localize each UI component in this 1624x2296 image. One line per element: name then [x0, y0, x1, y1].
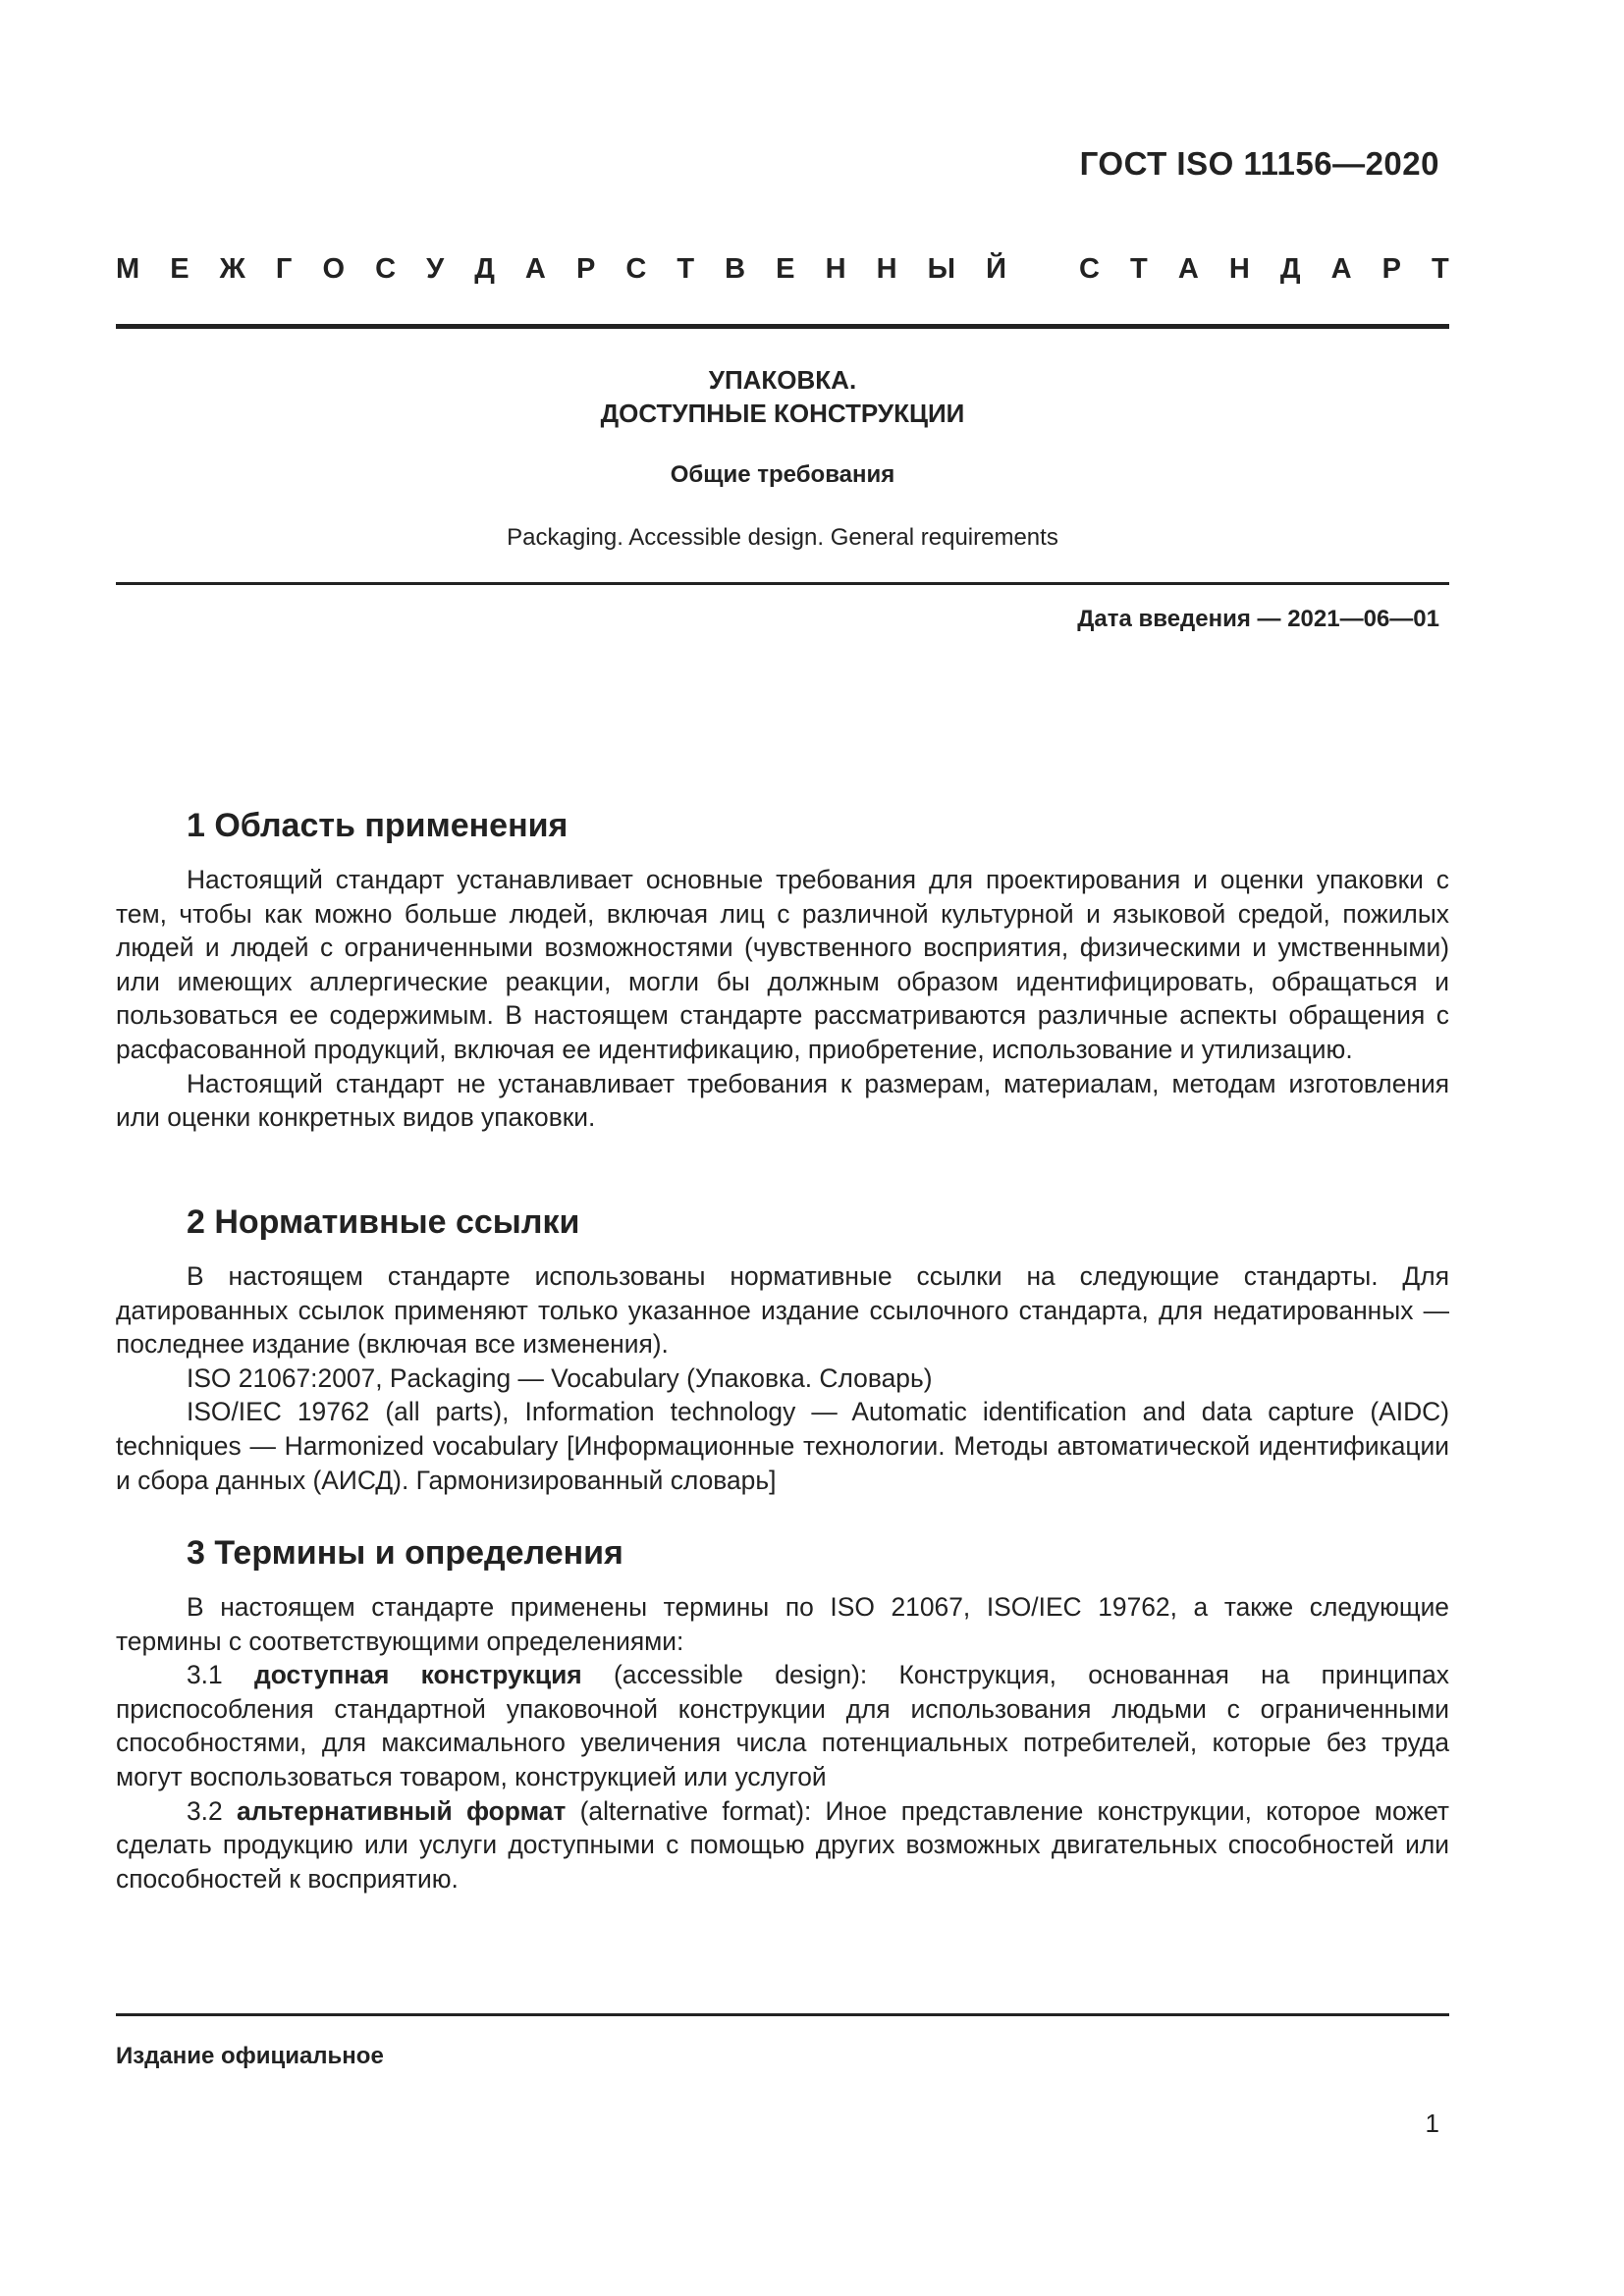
banner-letter: О [322, 253, 345, 285]
banner-letter: Д [474, 253, 495, 285]
term-text: (alternative format): Иное представление конструкции, которое может сделать продукцию или услуги доступными с помощью других возможных двигательных способностей или способностей к восприятию. [116, 1795, 1449, 1894]
document-title [116, 363, 1449, 430]
banner-letter: А [524, 253, 546, 285]
paragraph: В настоящем стандарте применены термины по ISO 21067, ISO/IEC 19762, а также следующие термины с соответствующими определениями: [116, 1592, 1449, 1656]
term-name: доступная конструкция [253, 1660, 582, 1690]
introduction-date: Дата введения — 2021—06—01 [1077, 606, 1439, 632]
header-rule [116, 324, 1449, 329]
banner-letter: Т [677, 253, 695, 285]
title-line-2: ДОСТУПНЫЕ КОНСТРУКЦИИ [600, 399, 965, 428]
section-terms-definitions [116, 1534, 1449, 1896]
section-normative-references [116, 1203, 1449, 1497]
paragraph: В настоящем стандарте использованы нормативные ссылки на следующие стандарты. Для датированных ссылок применяют только указанное издание ссылочного стандарта, для недатированных — последнее издание (включая все изменения). [116, 1261, 1449, 1360]
banner-letter: Й [986, 253, 1006, 285]
term-number: 3.2 [187, 1795, 237, 1826]
banner-letter: Н [876, 253, 897, 285]
title-rule [116, 582, 1449, 585]
banner-letter: С [1079, 253, 1100, 285]
banner-letter: Т [1432, 253, 1449, 285]
banner-letter: Р [1381, 253, 1401, 285]
banner-letter: У [426, 253, 445, 285]
section-heading: 3 Термины и определения [187, 1534, 623, 1572]
paragraph: Настоящий стандарт устанавливает основные требования для проектирования и оценки упаковки с тем, чтобы как можно больше людей, включая лиц с различной культурной и языковой средой, пожилых людей и людей с ограниченными возможностями (чувственного восприятия, физическими и умственными) или имеющих аллергические реакции, могли бы должным образом идентифицировать, обращаться и пользоваться ее содержимым. В настоящем стандарте рассматриваются различные аспекты обращения с расфасованной продукций, включая ее идентификацию, приобретение, использование и утилизацию. [116, 865, 1449, 1064]
banner-letter: В [725, 253, 746, 285]
banner-letter: Н [1228, 253, 1250, 285]
banner-letter: М [116, 253, 140, 285]
banner-letter: Ж [219, 253, 245, 285]
term-definition [116, 1794, 1449, 1896]
official-edition-label: Издание официальное [116, 2043, 384, 2069]
term-name: альтернативный формат [236, 1795, 567, 1826]
reference-item: ISO/IEC 19762 (all parts), Information technology — Automatic identification and data capture (AIDC) techniques — Harmonized vocabulary [Информационные технологии. Методы автоматической идентификации и сбора данных (АИСД). Гармонизированный словарь] [116, 1397, 1449, 1495]
banner-letter: Д [1279, 253, 1301, 285]
page-number: 1 [1425, 2109, 1439, 2138]
banner-letter: С [625, 253, 647, 285]
document-number: ГОСТ ISO 11156—2020 [1079, 145, 1439, 182]
english-title: Packaging. Accessible design. General requirements [507, 524, 1058, 551]
term-number: 3.1 [187, 1660, 254, 1690]
reference-item: ISO 21067:2007, Packaging — Vocabulary (Упаковка. Словарь) [187, 1362, 933, 1393]
section-heading: 2 Нормативные ссылки [187, 1203, 580, 1241]
banner-letter: Н [825, 253, 846, 285]
term-text: (accessible design): Конструкция, основанная на принципах приспособления стандартной упаковочной конструкции для использования людьми с ограниченными способностями, для максимального увеличения числа потенциальных потребителей, которые без труда могут воспользоваться товаром, конструкцией или услугой [116, 1660, 1449, 1791]
banner-letter: Г [275, 253, 293, 285]
banner-letter: Т [1130, 253, 1148, 285]
paragraph: Настоящий стандарт не устанавливает требования к размерам, материалам, методам изготовления или оценки конкретных видов упаковки. [116, 1068, 1449, 1133]
section-heading: 1 Область применения [187, 807, 568, 844]
banner-letter: Е [170, 253, 189, 285]
banner-letter: Е [776, 253, 795, 285]
section-scope [116, 807, 1449, 1135]
title-line-1: УПАКОВКА. [708, 365, 857, 395]
banner-letter: Ы [927, 253, 955, 285]
banner-letter: Р [575, 253, 596, 285]
banner-letter: С [375, 253, 397, 285]
footer-rule [116, 2013, 1449, 2016]
document-subtitle: Общие требования [670, 461, 895, 488]
term-definition [116, 1658, 1449, 1793]
banner-letter: А [1330, 253, 1352, 285]
banner-letter: А [1177, 253, 1199, 285]
banner-word-gap [1037, 253, 1049, 286]
interstate-standard-banner [116, 253, 1449, 286]
